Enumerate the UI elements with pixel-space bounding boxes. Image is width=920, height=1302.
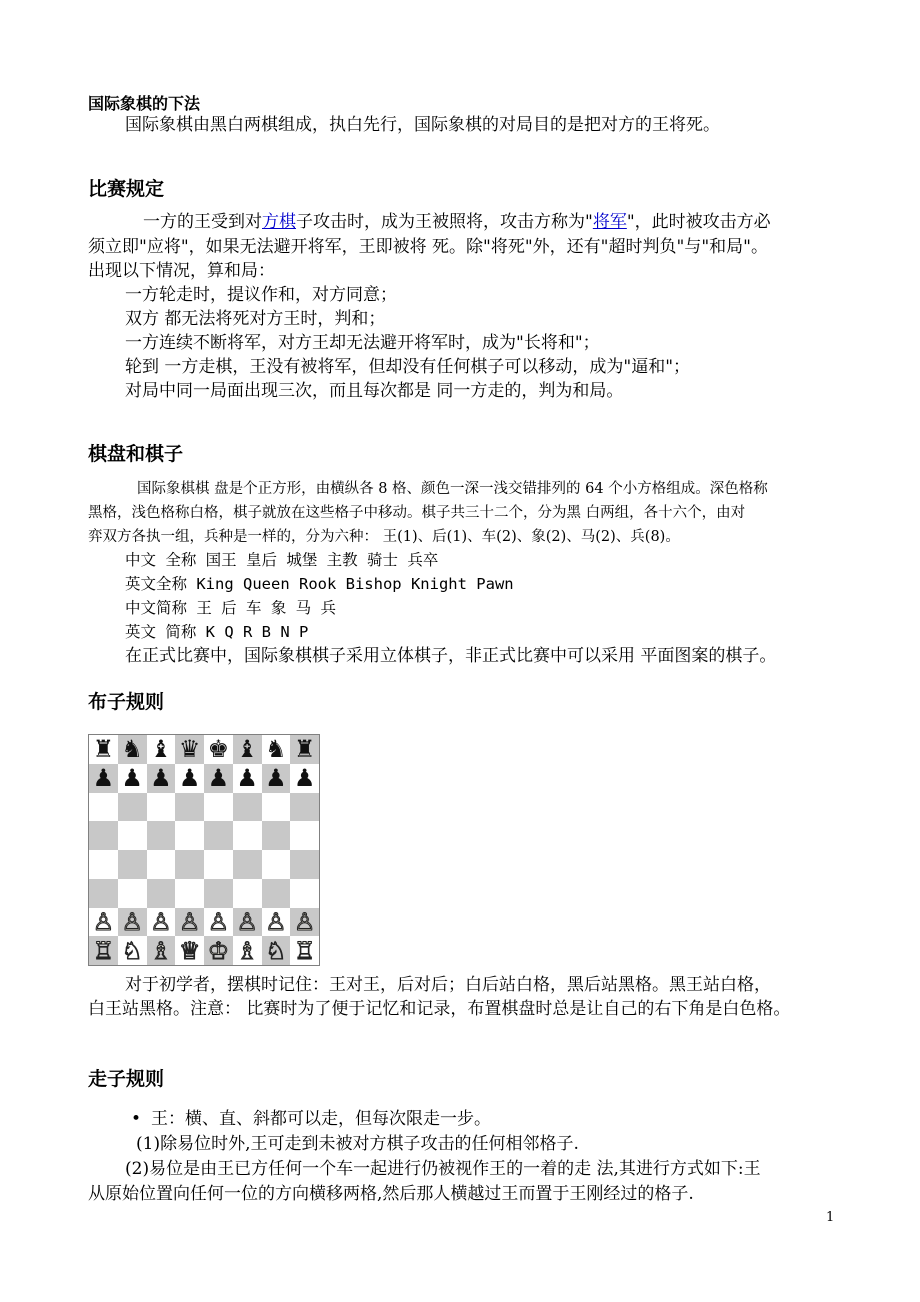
board-square xyxy=(118,850,147,879)
draw-rule-3: 一方连续不断将军，对方王却无法避开将军时，成为"长将和"； xyxy=(125,333,600,353)
board-square xyxy=(204,936,233,965)
board-square xyxy=(233,793,262,822)
white-piece-icon: ♖ xyxy=(293,936,316,965)
board-square xyxy=(175,793,204,822)
board-square xyxy=(204,764,233,793)
board-square xyxy=(118,821,147,850)
black-piece-icon: ♟ xyxy=(92,764,115,793)
board-square xyxy=(262,879,291,908)
white-piece-icon: ♙ xyxy=(178,907,201,936)
piece-names-chinese-full: 中文 全称 国王 皇后 城堡 主教 骑士 兵卒 xyxy=(125,551,439,569)
board-square xyxy=(118,936,147,965)
board-square xyxy=(262,908,291,937)
draw-rule-1: 一方轮走时，提议作和，对方同意； xyxy=(125,285,397,305)
board-square xyxy=(89,764,118,793)
moves-heading: 走子规则 xyxy=(88,1068,165,1090)
board-square xyxy=(118,879,147,908)
castling-rule-line2: 从原始位置向任何一位的方向横移两格,然后那人横越过王而置于王刚经过的格子. xyxy=(88,1184,694,1204)
board-square xyxy=(147,936,176,965)
piece-names-english-short: 英文 简称 K Q R B N P xyxy=(125,623,309,641)
board-square xyxy=(147,850,176,879)
board-square xyxy=(204,850,233,879)
white-piece-icon: ♗ xyxy=(236,936,258,965)
board-square xyxy=(204,879,233,908)
rules-text-c: "，此时被攻击方必 xyxy=(626,212,771,232)
board-square xyxy=(175,764,204,793)
rules-heading: 比赛规定 xyxy=(88,178,165,200)
board-square xyxy=(118,793,147,822)
white-piece-icon: ♕ xyxy=(178,936,201,965)
board-square xyxy=(89,850,118,879)
black-piece-icon: ♟ xyxy=(150,764,172,793)
draw-rule-2: 双方 都无法将死对方王时，判和； xyxy=(125,309,386,329)
black-piece-icon: ♟ xyxy=(293,764,316,793)
board-square xyxy=(233,879,262,908)
board-square xyxy=(147,821,176,850)
bullet-icon: • xyxy=(131,1109,142,1129)
rules-text-a: 一方的王受到对 xyxy=(143,212,262,232)
board-square xyxy=(290,908,319,937)
rules-paragraph-line3: 出现以下情况，算和局： xyxy=(88,261,275,281)
board-square xyxy=(204,821,233,850)
board-square xyxy=(89,936,118,965)
board-square xyxy=(290,821,319,850)
board-square xyxy=(290,850,319,879)
white-piece-icon: ♔ xyxy=(207,936,230,965)
black-piece-icon: ♞ xyxy=(265,735,287,764)
board-square xyxy=(89,908,118,937)
board-square xyxy=(233,821,262,850)
white-piece-icon: ♙ xyxy=(150,907,172,936)
white-piece-icon: ♙ xyxy=(207,907,230,936)
board-square xyxy=(147,879,176,908)
board-square xyxy=(290,936,319,965)
piece-names-english-full: 英文全称 King Queen Rook Bishop Knight Pawn xyxy=(125,575,514,593)
board-square xyxy=(118,764,147,793)
draw-rule-5: 对局中同一局面出现三次，而且每次都是 同一方走的，判为和局。 xyxy=(125,381,624,401)
black-piece-icon: ♝ xyxy=(236,735,258,764)
board-square xyxy=(147,793,176,822)
board-square xyxy=(233,850,262,879)
board-paragraph-line3: 弈双方各执一组，兵种是一样的，分为六种： 王(1)、后(1)、车(2)、象(2)、马(2)、兵(8)。 xyxy=(88,529,680,545)
board-square xyxy=(89,821,118,850)
king-move-rule: 王：横、直、斜都可以走，但每次限走一步。 xyxy=(151,1109,491,1129)
white-piece-icon: ♙ xyxy=(92,907,115,936)
black-piece-icon: ♝ xyxy=(150,735,172,764)
white-piece-icon: ♙ xyxy=(236,907,258,936)
castling-rule-line1: (2)易位是由王已方任何一个车一起进行仍被视作王的一着的走 法,其进行方式如下:王 xyxy=(125,1159,761,1179)
black-piece-icon: ♜ xyxy=(92,735,115,764)
board-closing-paragraph: 在正式比赛中，国际象棋棋子采用立体棋子，非正式比赛中可以采用 平面图案的棋子。 xyxy=(125,646,777,666)
board-square xyxy=(175,821,204,850)
white-piece-icon: ♙ xyxy=(293,907,316,936)
board-square xyxy=(290,879,319,908)
setup-note-line2: 白王站黑格。注意： 比赛时为了便于记忆和记录，布置棋盘时总是让自己的右下角是白色格。 xyxy=(88,999,791,1019)
intro-paragraph: 国际象棋由黑白两棋组成，执白先行，国际象棋的对局目的是把对方的王将死。 xyxy=(125,115,720,135)
board-square xyxy=(89,735,118,764)
board-square xyxy=(175,735,204,764)
black-piece-icon: ♟ xyxy=(207,764,230,793)
black-piece-icon: ♜ xyxy=(293,735,316,764)
setup-note-line1: 对于初学者，摆棋时记住：王对王，后对后；白后站白格，黑后站黑格。黑王站白格， xyxy=(125,975,771,995)
piece-names-chinese-short: 中文简称 王 后 车 象 马 兵 xyxy=(125,599,336,617)
board-square xyxy=(262,936,291,965)
board-square xyxy=(290,793,319,822)
jiangjun-link[interactable]: 将军 xyxy=(592,212,627,232)
board-square xyxy=(89,879,118,908)
board-square xyxy=(204,908,233,937)
black-piece-icon: ♛ xyxy=(178,735,201,764)
board-square xyxy=(290,764,319,793)
board-square xyxy=(175,850,204,879)
board-square xyxy=(204,793,233,822)
board-square xyxy=(262,850,291,879)
board-heading: 棋盘和棋子 xyxy=(88,443,184,465)
board-square xyxy=(175,879,204,908)
board-square xyxy=(233,908,262,937)
white-piece-icon: ♖ xyxy=(92,936,115,965)
rules-text-b: 子攻击时，成为王被照将，攻击方称为" xyxy=(296,212,593,232)
fangqi-link[interactable]: 方棋 xyxy=(262,212,296,232)
black-piece-icon: ♟ xyxy=(236,764,258,793)
board-square xyxy=(118,735,147,764)
black-piece-icon: ♚ xyxy=(207,735,230,764)
white-piece-icon: ♙ xyxy=(265,907,287,936)
white-piece-icon: ♘ xyxy=(121,936,143,965)
rules-paragraph-line1 xyxy=(143,211,771,233)
board-square xyxy=(175,936,204,965)
draw-rule-4: 轮到 一方走棋，王没有被将军，但却没有任何棋子可以移动，成为"逼和"； xyxy=(125,357,691,377)
board-square xyxy=(147,908,176,937)
board-square xyxy=(262,821,291,850)
board-square xyxy=(262,764,291,793)
black-piece-icon: ♟ xyxy=(178,764,201,793)
board-square xyxy=(233,735,262,764)
board-square xyxy=(233,936,262,965)
chessboard xyxy=(88,734,320,966)
board-square xyxy=(89,793,118,822)
board-square xyxy=(290,735,319,764)
white-piece-icon: ♗ xyxy=(150,936,172,965)
page-number: 1 xyxy=(826,1210,835,1225)
board-paragraph-line2: 黑格，浅色格称白格，棋子就放在这些格子中移动。棋子共三十二个，分为黑 白两组，各十六个，由对 xyxy=(88,505,746,521)
board-square xyxy=(147,735,176,764)
setup-heading: 布子规则 xyxy=(88,691,165,713)
board-paragraph-line1: 国际象棋棋 盘是个正方形，由横纵各 8 格、颜色一深一浅交错排列的 64 个小方格组成。深色格称 xyxy=(137,481,768,497)
black-piece-icon: ♞ xyxy=(121,735,143,764)
board-square xyxy=(262,793,291,822)
black-piece-icon: ♟ xyxy=(121,764,143,793)
page-title: 国际象棋的下法 xyxy=(88,94,201,113)
board-square xyxy=(118,908,147,937)
board-square xyxy=(147,764,176,793)
black-piece-icon: ♟ xyxy=(265,764,287,793)
king-rule-item-1: (1)除易位时外,王可走到未被对方棋子攻击的任何相邻格子. xyxy=(136,1134,579,1154)
white-piece-icon: ♙ xyxy=(121,907,143,936)
rules-paragraph-line2: 须立即"应将"，如果无法避开将军，王即被将 死。除"将死"外，还有"超时判负"与"和局"。 xyxy=(88,237,768,257)
board-square xyxy=(175,908,204,937)
board-square xyxy=(262,735,291,764)
board-square xyxy=(233,764,262,793)
white-piece-icon: ♘ xyxy=(265,936,287,965)
board-square xyxy=(204,735,233,764)
